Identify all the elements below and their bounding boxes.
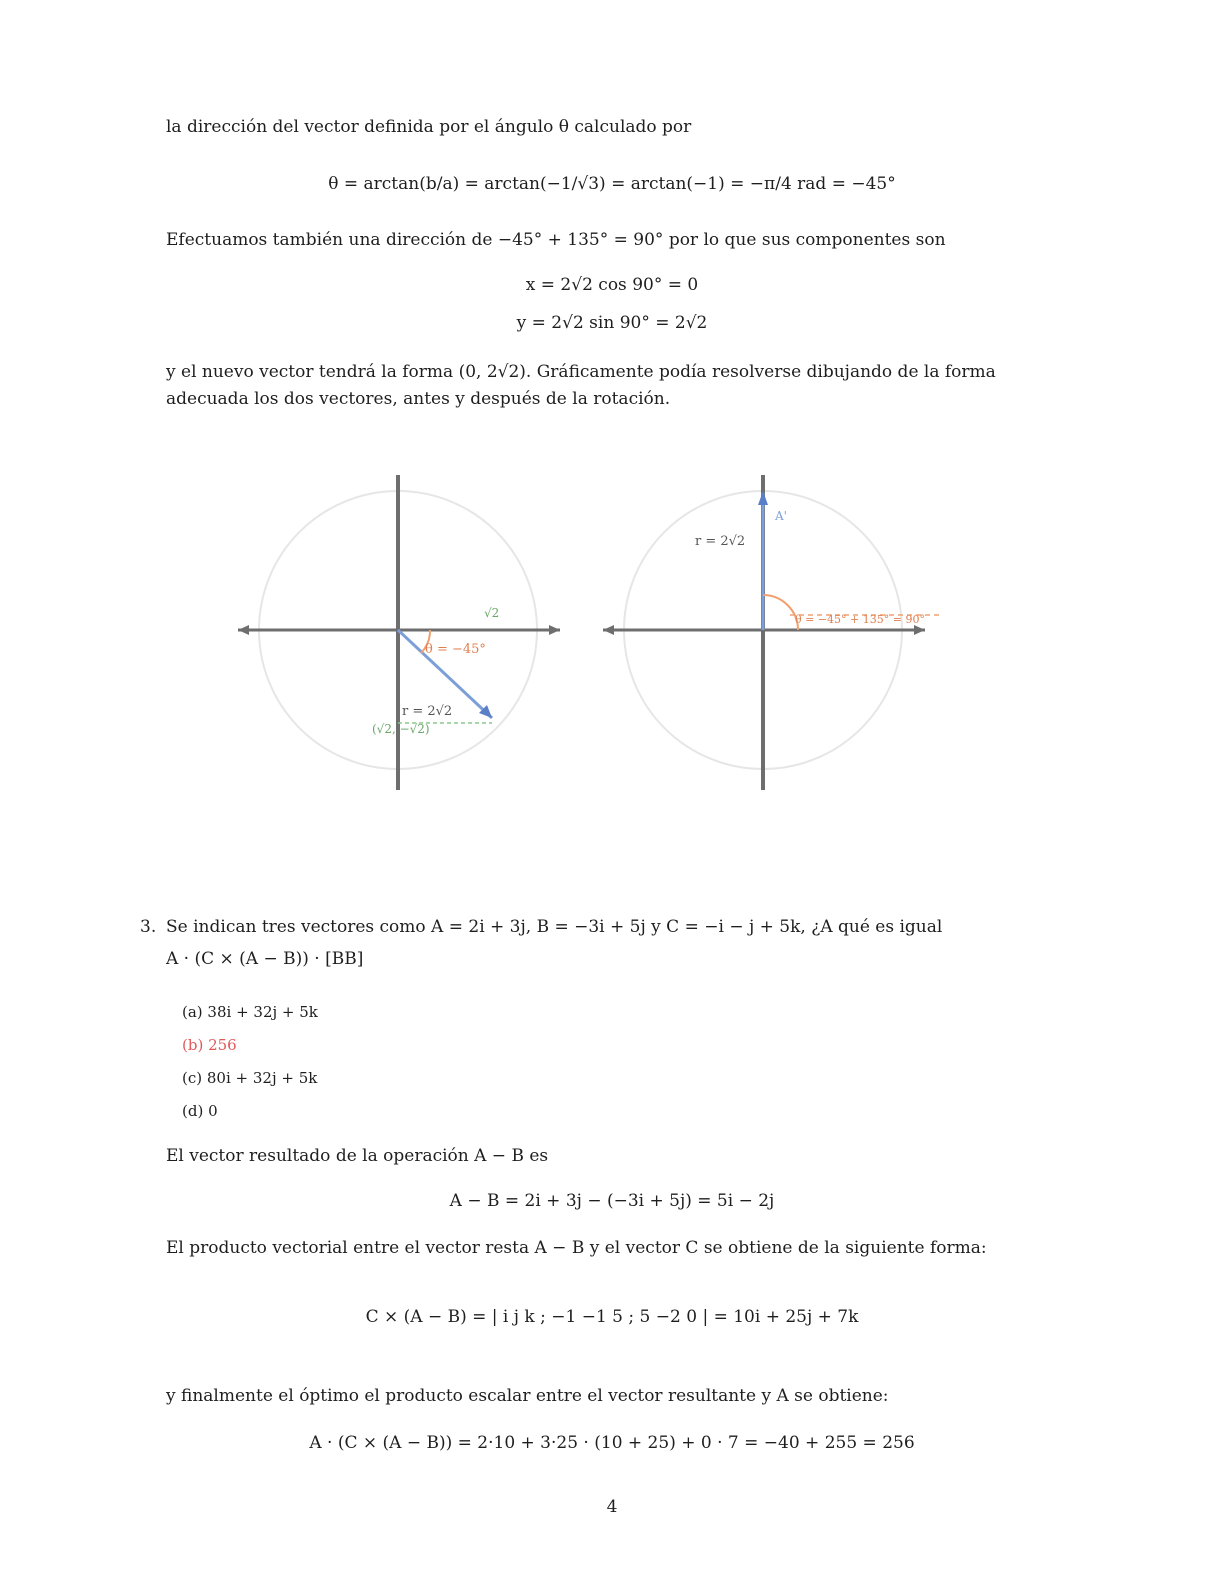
- equation-a-minus-b: A − B = 2i + 3j − (−3i + 5j) = 5i − 2j: [449, 1191, 775, 1211]
- option-d: (d) 0: [182, 1102, 218, 1120]
- page-number: 4: [606, 1497, 618, 1517]
- option-a: (a) 38i + 32j + 5k: [182, 1003, 318, 1021]
- solution-3: y finalmente el óptimo el producto escalar entre el vector resultante y A se obtiene:: [166, 1386, 889, 1406]
- right-vector-head: [758, 491, 768, 505]
- left-x-arrow-neg: [238, 625, 249, 635]
- right-magnitude-label: r = 2√2: [695, 534, 746, 549]
- right-tip-label: A': [775, 509, 787, 523]
- equation-final: A · (C × (A − B)) = 2·10 + 3·25 · (10 + 25) + 0 · 7 = −40 + 255 = 256: [309, 1433, 915, 1453]
- right-rotation-label: θ = −45° + 135° = 90°: [795, 613, 925, 626]
- equation-cross-product: C × (A − B) = | i j k ; −1 −1 5 ; 5 −2 0 | = 10i + 25j + 7k: [365, 1307, 859, 1327]
- left-x-arrow: [549, 625, 560, 635]
- problem-statement-1: Se indican tres vectores como A = 2i + 3j, B = −3i + 5j y C = −i − j + 5k, ¿A qué es igual: [166, 917, 943, 937]
- right-x-arrow-neg: [603, 625, 614, 635]
- rotation-figure: [0, 465, 1224, 805]
- right-angle-arc: [763, 595, 798, 630]
- solution-2: El producto vectorial entre el vector resta A − B y el vector C se obtiene de la siguiente forma:: [166, 1238, 987, 1258]
- left-point-label: (√2, −√2): [372, 722, 430, 736]
- equation-y: y = 2√2 sin 90° = 2√2: [516, 313, 708, 333]
- left-angle-label: θ = −45°: [425, 642, 486, 657]
- sentence-2: Efectuamos también una dirección de −45° + 135° = 90° por lo que sus componentes son: [166, 230, 946, 250]
- right-diagram: [603, 475, 940, 790]
- option-b-correct: (b) 256: [182, 1036, 237, 1054]
- equation-x: x = 2√2 cos 90° = 0: [525, 275, 699, 295]
- formula-theta: θ = arctan(b/a) = arctan(−1/√3) = arctan(−1) = −π/4 rad = −45°: [328, 174, 896, 194]
- left-magnitude-label: r = 2√2: [402, 704, 453, 719]
- intro-text: la dirección del vector definida por el ángulo θ calculado por: [166, 117, 692, 137]
- paragraph-3-line-1: y el nuevo vector tendrá la forma (0, 2√2). Gráficamente podía resolverse dibujando de la forma: [166, 362, 996, 382]
- problem-statement-2: A · (C × (A − B)) · [BB]: [166, 949, 364, 969]
- paragraph-3-line-2: adecuada los dos vectores, antes y después de la rotación.: [166, 389, 671, 409]
- option-c: (c) 80i + 32j + 5k: [182, 1069, 318, 1087]
- problem-number: 3.: [140, 917, 157, 937]
- right-x-arrow: [914, 625, 925, 635]
- left-diagram: [238, 475, 560, 790]
- left-aux-label: √2: [484, 606, 500, 620]
- solution-1: El vector resultado de la operación A − B es: [166, 1146, 549, 1166]
